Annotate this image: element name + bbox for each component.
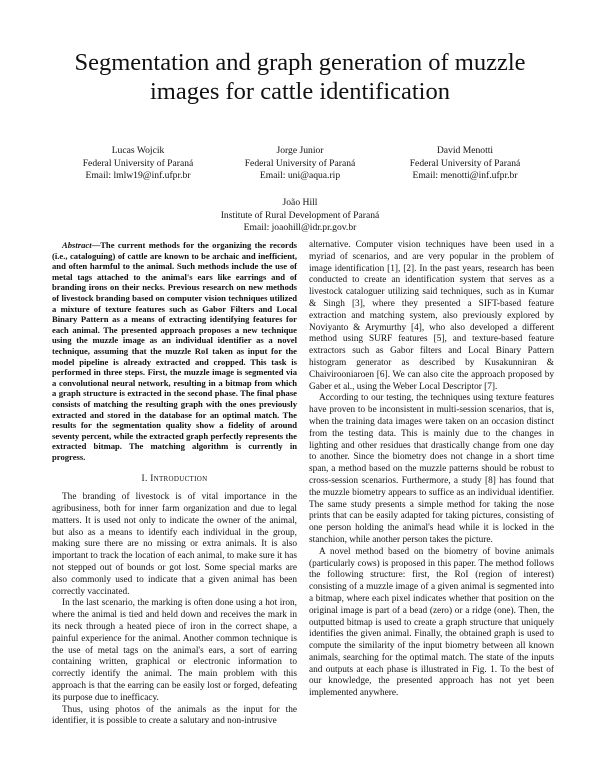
left-column — [52, 240, 297, 728]
author-block — [180, 197, 420, 235]
author-name: João Hill — [282, 197, 318, 208]
author-name: Lucas Wojcik — [111, 145, 165, 156]
author-name: Jorge Junior — [276, 145, 324, 156]
author-affiliation: Institute of Rural Development of Paraná — [220, 209, 380, 221]
author-affiliation: Federal University of Paraná — [409, 157, 521, 169]
abstract — [52, 240, 297, 462]
right-column — [309, 240, 554, 700]
abstract-lead: Abstract — [62, 240, 92, 250]
paragraph: alternative. Computer vision techniques have been used in a myriad of scenarios, and are very popular in the problem of image identification [1], [2]. In the past years, research has been conducted to create an identification system that serves as a livestock cataloguer utilizing said techniques, such as in Kumar & Singh [3], where they presented a SIFT-based feature extraction and matching system, also previously explored by Noviyanto & Arymurthy [4], who also developed a different method using SURF features [5], and texture-based feature extractors such as Gabor filters and Local Binary Pattern histogram generator as described by Kusakunniran & Chaivirooniaroen [6]. We can also cite the approach proposed by Gaber et al., using the Weber Local Descriptor [7]. — [309, 240, 554, 392]
paragraph: In the last scenario, the marking is often done using a hot iron, where the animal is tied and held down and receives the mark in its neck through a heated piece of iron in the correct shape, a painful experience for the animal. Another common technique is the use of metal tags on the animal's ears, a sort of earring containing written, graphical or electronic information to correctly identify the animal. The main problem with this approach is that the earring can be easily lost or forged, defeating its purpose due to inefficacy. — [52, 598, 297, 703]
author-email: Email: lmlw19@inf.ufpr.br — [85, 170, 191, 181]
paragraph: Thus, using photos of the animals as the input for the identifier, it is possible to create a salutary and non-intrusive — [52, 704, 297, 727]
author-affiliation: Federal University of Paraná — [82, 157, 194, 169]
section-heading — [52, 474, 297, 486]
section-numeral: I. — [141, 474, 151, 485]
author-name: David Menotti — [436, 145, 494, 156]
paragraph: According to our testing, the techniques using texture features have proven to be inconsistent in multi-session scenarios, that is, when the training data images were taken on an occasion distinct from the testing data. This is mainly due to the changes in lighting and other residues that drastically change from one day to another. Since the biometry does not change in a short time span, a method based on the muzzle patterns should be robust to cross-session scenarios. Furthermore, a study [8] has found that the muzzle biometry appears to suffice as an individual identifier. The same study presents a simple method for taking the nose prints that can be easily adapted for taking pictures, consisting of one person holding the animal's head while it is locked in the stanchion, while another person takes the picture. — [309, 393, 554, 545]
section-name: Introduction — [150, 474, 208, 485]
author-block — [60, 145, 216, 183]
author-block — [380, 145, 550, 183]
author-email: Email: joaohill@idr.pr.gov.br — [243, 222, 357, 233]
author-affiliation: Federal University of Paraná — [244, 157, 356, 169]
paragraph: A novel method based on the biometry of bovine animals (particularly cows) is proposed in this paper. The method follows the following structure: first, the RoI (region of interest) consisting of a muzzle image of a given animal is segmented into a bitmap, where each pixel indicates whether that position on the original image is part of a bead (zero) or a ridge (one). Then, the outputted bitmap is used to create a graph structure that uniquely identifies the given animal. Finally, the obtained graph is used to compute the similarity of the input biometry between all known animals, searching for the optimal match. The state of the inputs and outputs at each phase is illustrated in Fig. 1. To the best of our knowledge, the presented approach has not yet been implemented anywhere. — [309, 546, 554, 699]
author-email: Email: uni@aqua.rip — [259, 170, 341, 181]
paper-title: Segmentation and graph generation of muzzle images for cattle identification — [74, 49, 526, 105]
paragraph: The branding of livestock is of vital importance in the agribusiness, both for inner farm organization and due to legal matters. It is used not only to indicate the owner of the animal, but also as a means to identify each individual in the group, making sure there are no missing or extra animals. It is also important to track the location of each animal, to make sure it has not stepped out of bounds or got lost. Some special marks are also commonly used to indicate that a given animal has been correctly vaccinated. — [52, 492, 297, 597]
author-email: Email: menotti@inf.ufpr.br — [412, 170, 518, 181]
abstract-text: —The current methods for the organizing the records (i.e., cataloguing) of cattle are known to be archaic and inefficient, and often harmful to the animal. Such methods include the use of metal tags attached to the animal's ears like earrings and of branding irons on their necks. Previous research on new methods of livestock branding based on computer vision techniques utilized a mixture of texture features such as Gabor Filters and Local Binary Pattern as a means of extracting identifying features for each animal. The presented approach proposes a new technique using the muzzle image as an individual identifier as a novel technique, assuming that the muzzle RoI taken as input for the model pipeline is already extracted and cropped. This task is performed in three steps. First, the muzzle image is segmented via a convolutional neural network, resulting in a bitmap from which a graph structure is extracted in the second phase. The final phase consists of matching the resulting graph with the ones previously extracted and stored in the database for an optimal match. The results for the segmentation quality show a fidelity of around seventy percent, while the extracted graph perfectly represents the extracted bitmap. The matching algorithm is currently in progress. — [52, 240, 297, 462]
author-block — [225, 145, 375, 183]
